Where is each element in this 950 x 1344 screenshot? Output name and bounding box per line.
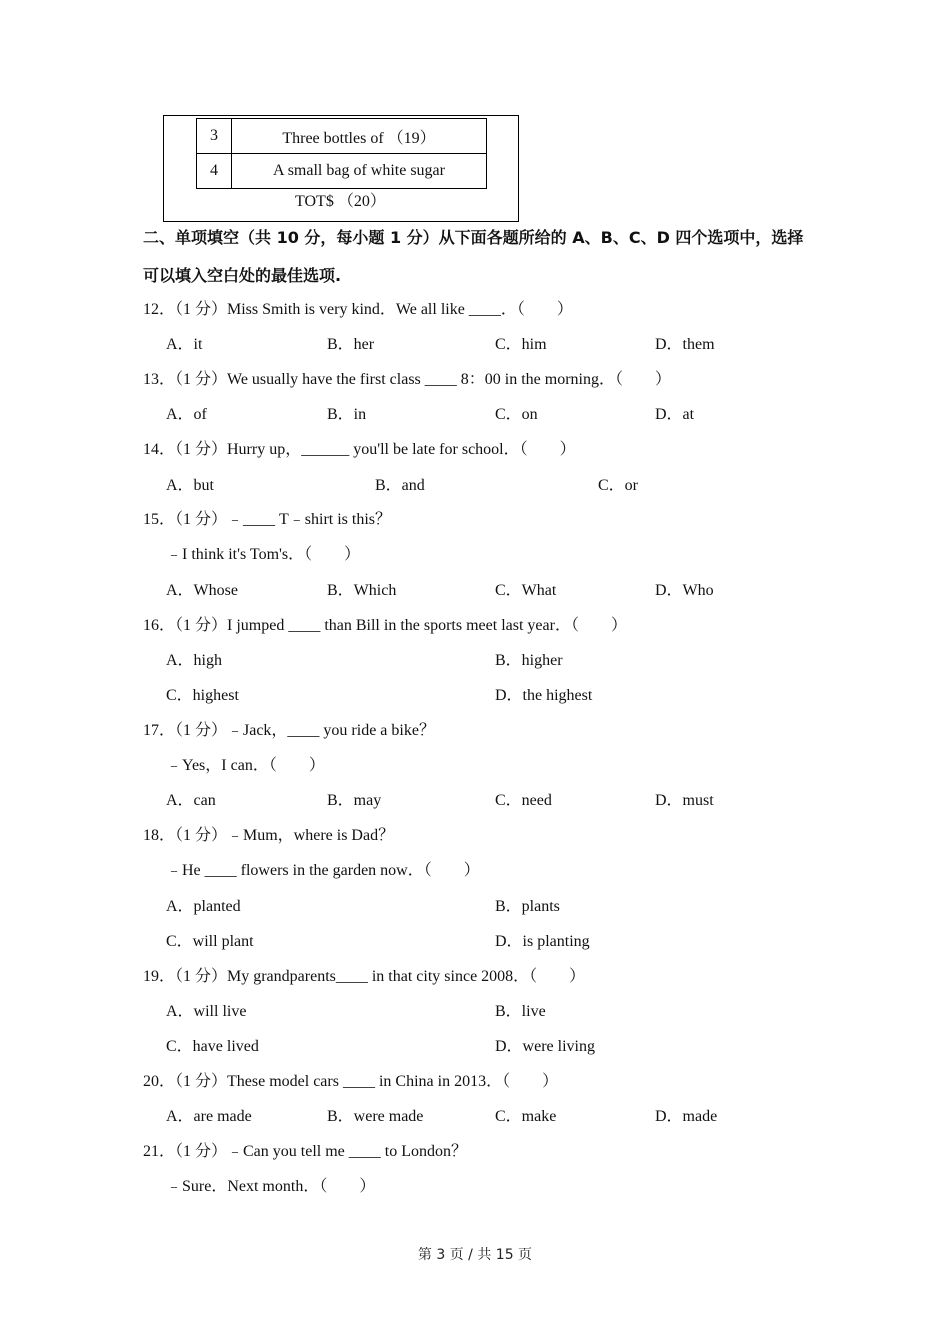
table-row <box>197 154 487 189</box>
option-c[interactable]: C．on <box>495 406 538 423</box>
option-b[interactable]: B．were made <box>327 1108 424 1125</box>
question-dialogue: ﹣Sure．Next month．（ ） <box>166 1178 376 1195</box>
option-d[interactable]: D．Who <box>655 582 714 599</box>
section-heading-line1: 二、单项填空（共 10 分，每小题 1 分）从下面各题所给的 A、B、C、D 四个选项中，选择 <box>143 228 804 247</box>
option-d[interactable]: D．at <box>655 406 695 423</box>
question-dialogue: ﹣I think it's Tom's．（ ） <box>166 546 361 563</box>
option-d[interactable]: D．them <box>655 336 715 353</box>
option-c[interactable]: C．or <box>598 477 639 494</box>
option-c[interactable]: C．will plant <box>166 933 254 950</box>
option-d[interactable]: D．the highest <box>495 687 593 704</box>
option-b[interactable]: B．may <box>327 792 382 809</box>
option-c[interactable]: C．highest <box>166 687 239 704</box>
option-d[interactable]: D．is planting <box>495 933 590 950</box>
row-item: A small bag of white sugar <box>232 154 487 189</box>
question-stem: 18．（1 分）﹣Mum，where is Dad？ <box>143 827 395 844</box>
row-number: 3 <box>197 119 232 154</box>
question-stem: 20．（1 分）These model cars ____ in China in 2013．（ ） <box>143 1073 559 1090</box>
page-footer: 第 3 页 / 共 15 页 <box>417 1247 533 1263</box>
question-stem: 19．（1 分）My grandparents____ in that city since 2008．（ ） <box>143 968 586 985</box>
question-stem: 15．（1 分）﹣____ T﹣shirt is this？ <box>143 511 392 528</box>
question-stem: 21．（1 分）﹣Can you tell me ____ to London？ <box>143 1143 467 1160</box>
option-c[interactable]: C．need <box>495 792 552 809</box>
option-a[interactable]: A．are made <box>166 1108 252 1125</box>
option-a[interactable]: A．planted <box>166 898 241 915</box>
option-b[interactable]: B．higher <box>495 652 563 669</box>
option-a[interactable]: A．it <box>166 336 203 353</box>
option-c[interactable]: C．him <box>495 336 547 353</box>
question-dialogue: ﹣Yes，I can．（ ） <box>166 757 325 774</box>
table-total: TOT$ （20） <box>295 193 386 210</box>
option-b[interactable]: B．live <box>495 1003 546 1020</box>
row-number: 4 <box>197 154 232 189</box>
question-dialogue: ﹣He ____ flowers in the garden now．（ ） <box>166 862 480 879</box>
option-c[interactable]: C．make <box>495 1108 557 1125</box>
option-b[interactable]: B．in <box>327 406 367 423</box>
question-stem: 17．（1 分）﹣Jack，____ you ride a bike？ <box>143 722 435 739</box>
option-a[interactable]: A．but <box>166 477 215 494</box>
option-b[interactable]: B．Which <box>327 582 397 599</box>
option-c[interactable]: C．What <box>495 582 557 599</box>
option-b[interactable]: B．plants <box>495 898 560 915</box>
question-stem: 14．（1 分）Hurry up，______ you'll be late for school．（ ） <box>143 441 576 458</box>
option-d[interactable]: D．made <box>655 1108 718 1125</box>
option-a[interactable]: A．can <box>166 792 216 809</box>
question-stem: 12．（1 分）Miss Smith is very kind．We all like ____．（ ） <box>143 301 573 318</box>
option-d[interactable]: D．were living <box>495 1038 595 1055</box>
option-d[interactable]: D．must <box>655 792 714 809</box>
table-row <box>197 119 487 154</box>
option-a[interactable]: A．Whose <box>166 582 238 599</box>
option-a[interactable]: A．will live <box>166 1003 247 1020</box>
option-a[interactable]: A．high <box>166 652 223 669</box>
question-stem: 13．（1 分）We usually have the first class ____ 8：00 in the morning．（ ） <box>143 371 671 388</box>
option-a[interactable]: A．of <box>166 406 207 423</box>
section-heading-line2: 可以填入空白处的最佳选项. <box>143 266 342 285</box>
option-b[interactable]: B．her <box>327 336 375 353</box>
row-item: Three bottles of （19） <box>232 119 487 154</box>
question-stem: 16．（1 分）I jumped ____ than Bill in the sports meet last year．（ ） <box>143 617 627 634</box>
shopping-list-table <box>196 118 487 189</box>
option-c[interactable]: C．have lived <box>166 1038 259 1055</box>
option-b[interactable]: B．and <box>375 477 425 494</box>
